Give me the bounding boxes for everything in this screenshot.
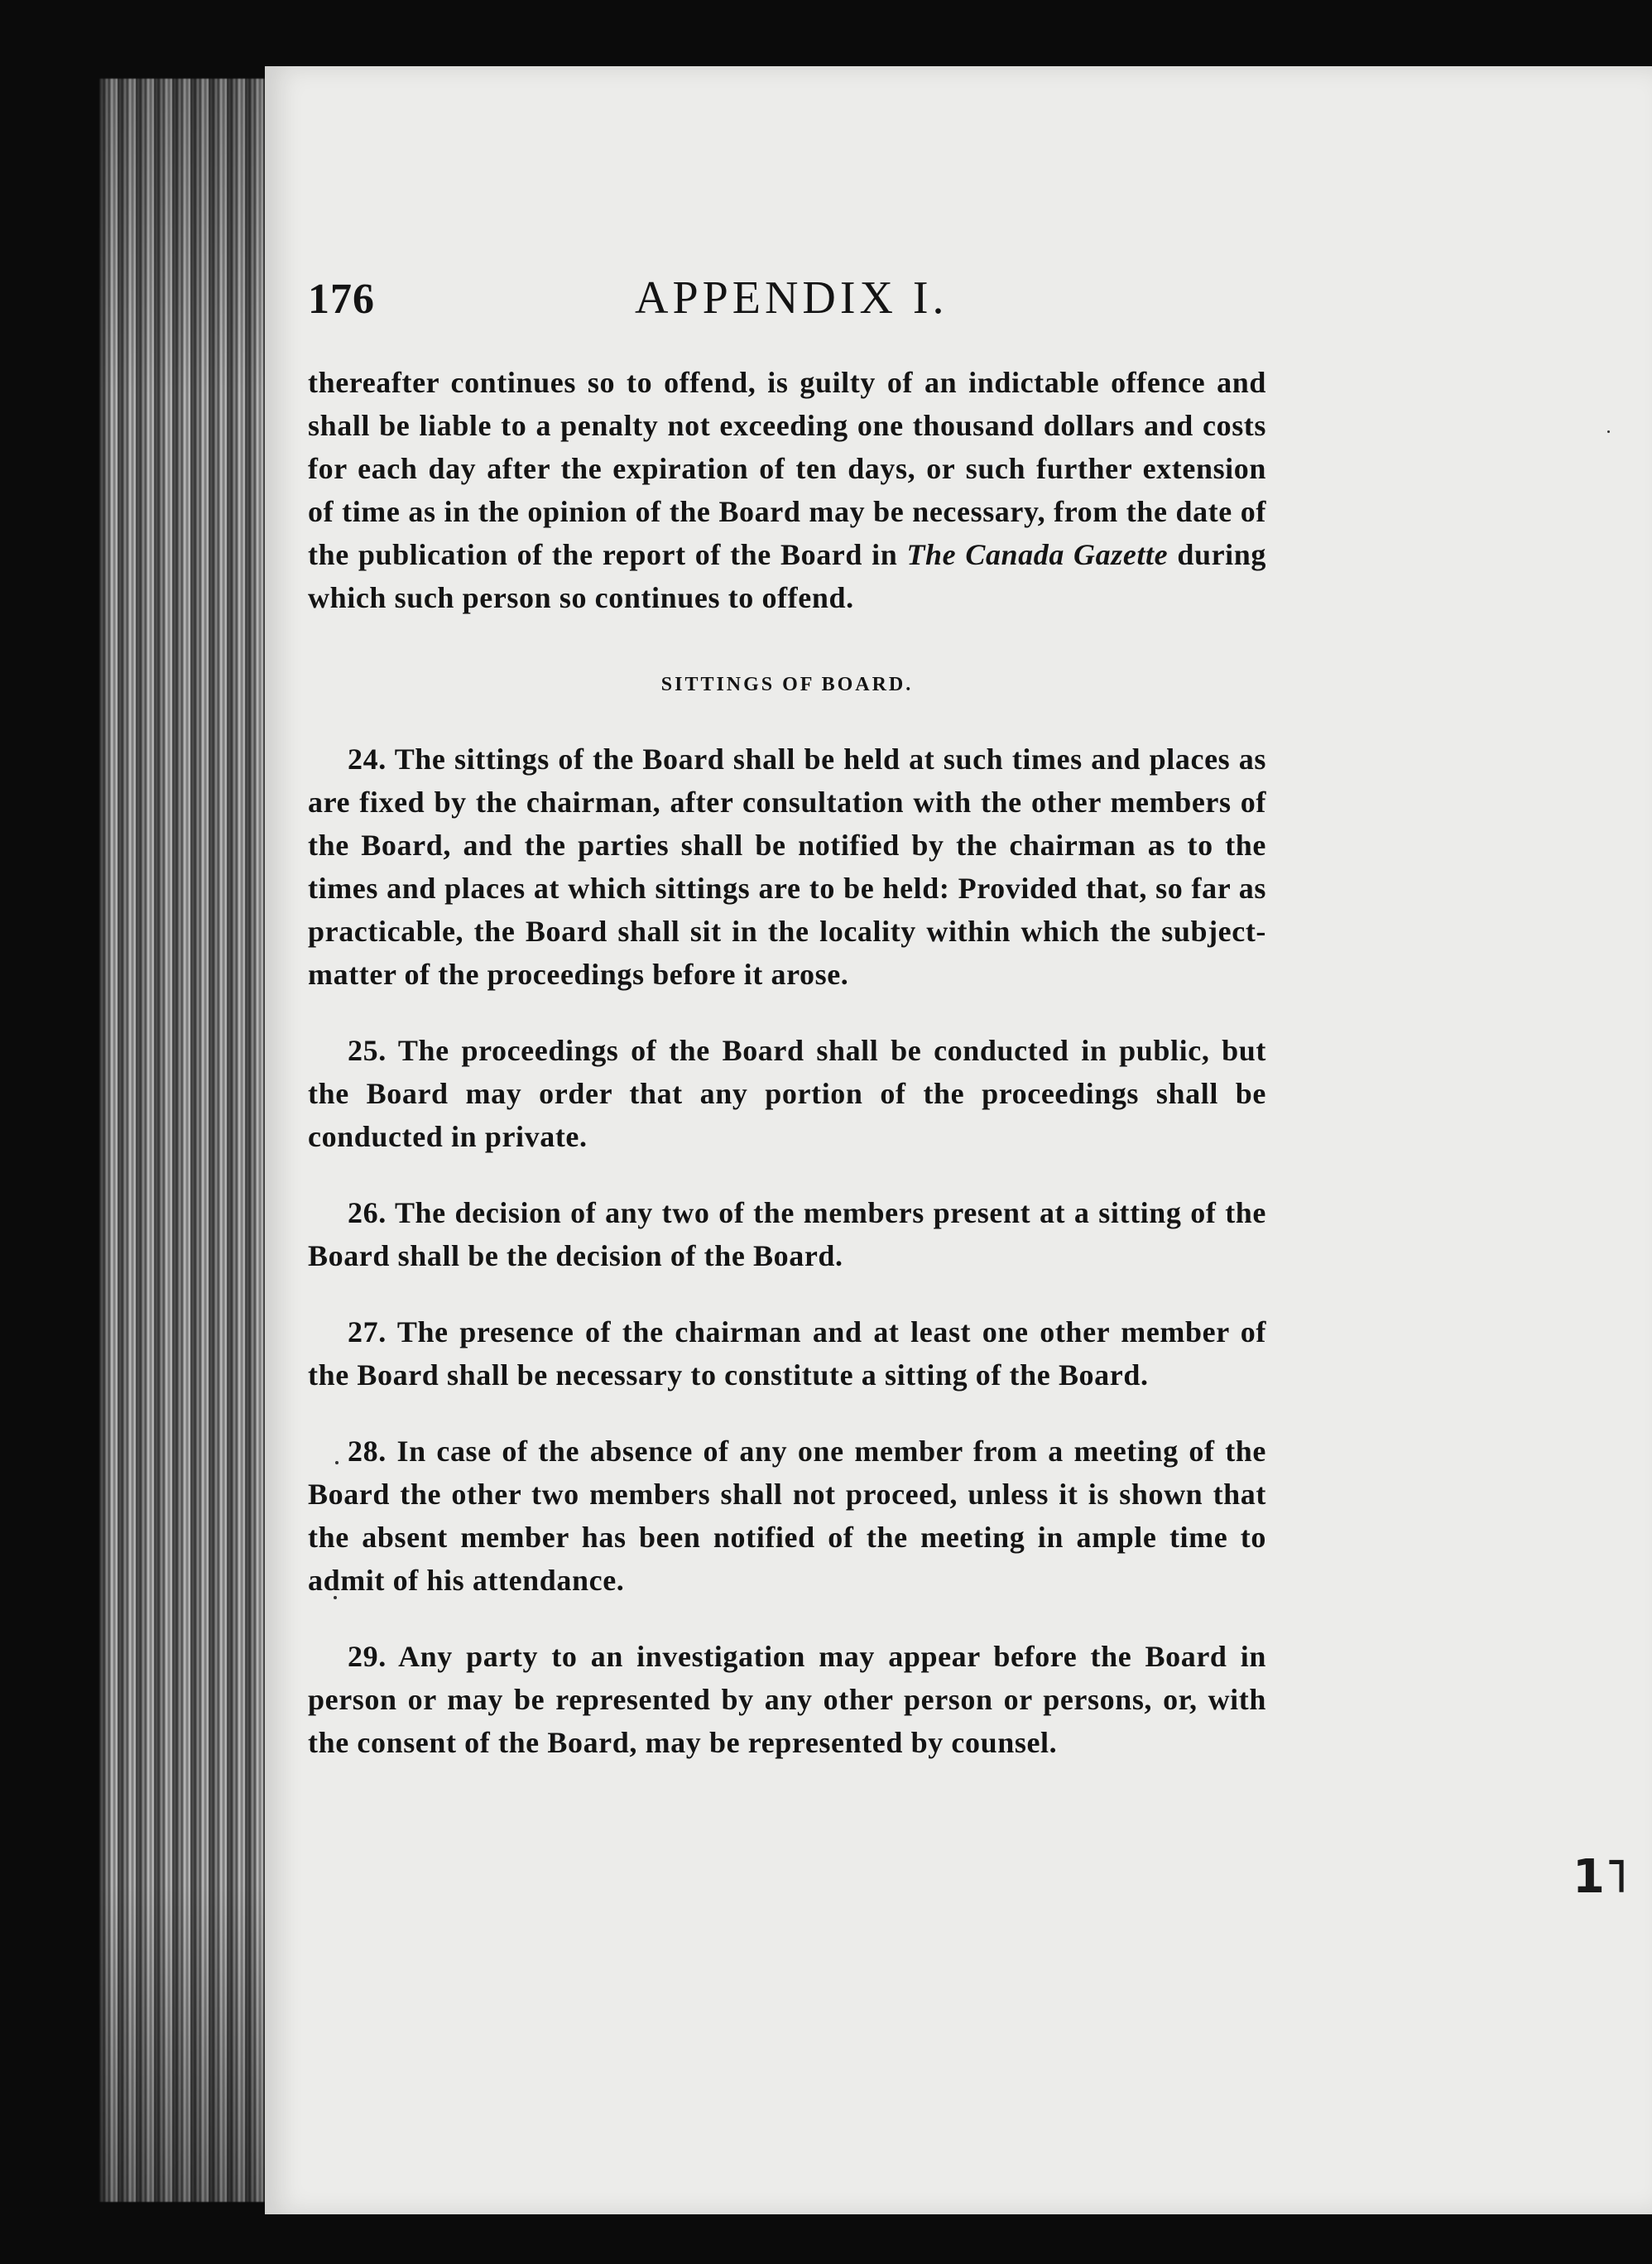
scan-speck <box>1607 430 1610 433</box>
page-number: 176 <box>308 276 375 323</box>
section-paragraph-29 <box>308 1635 1266 1764</box>
scan-bottom-border <box>0 2214 1652 2264</box>
section-text: The presence of the chairman and at least one other member of the Board shall be necessary to constitute a sitting of the Board. <box>308 1315 1266 1392</box>
section-paragraph-24 <box>308 738 1266 996</box>
section-number: 28. <box>348 1435 387 1468</box>
section-text: Any party to an investigation may appear before the Board in person or may be represented by any other person or persons, or, with the consent of the Board, may be represented by counsel. <box>308 1640 1266 1759</box>
gazette-title: The Canada Gazette <box>906 538 1169 571</box>
section-heading: SITTINGS OF BOARD. <box>660 674 914 695</box>
section-text: The sittings of the Board shall be held at such times and places as are fixed by the chairman, after consultation with the other members of the Board, and the parties shall be notified by the chairman as to the times and places at which sittings are to be held: Provided that, so far as practicable, the Board shall sit in the locality within which the subject-matter of the proceedings before it arose. <box>308 743 1266 991</box>
running-head <box>308 265 1566 356</box>
section-number: 27. <box>348 1315 387 1348</box>
section-number: 29. <box>348 1640 387 1673</box>
section-text: In case of the absence of any one member from a meeting of the Board the other two members shall not proceed, unless it is shown that the absent member has been notified of the meeting in ample time to admit of his attendance. <box>308 1435 1266 1597</box>
section-paragraph-25 <box>308 1029 1266 1158</box>
section-number: 24. <box>348 743 387 776</box>
section-number: 26. <box>348 1196 387 1229</box>
continuation-paragraph <box>308 361 1266 619</box>
running-title: APPENDIX I. <box>635 272 948 324</box>
section-paragraph-28 <box>308 1430 1266 1602</box>
text-block <box>308 265 1566 1764</box>
section-number: 25. <box>348 1034 387 1067</box>
section-paragraph-26 <box>308 1191 1266 1277</box>
section-text: The decision of any two of the members present at a sitting of the Board shall be the decision of the Board. <box>308 1196 1267 1272</box>
section-text: The proceedings of the Board shall be conducted in public, but the Board may order that any portion of the proceedings shall be conducted in private. <box>308 1034 1266 1153</box>
section-paragraph-27 <box>308 1310 1266 1396</box>
book-page-edges <box>99 79 273 2202</box>
handwritten-margin-mark: 1˥ <box>1573 1850 1628 1904</box>
continuation-text: thereafter continues so to offend, is guilty of an indictable offence and shall be liable to a penalty not exceeding one thousand dollars and costs for each day after the expiration of ten days, or such further extension of time as in the opinion of the Board may be necessary, from the date of the publication of the report of the Board in <box>308 366 1266 571</box>
continuation-tail: during which such person so continues to offend. <box>308 538 1266 614</box>
